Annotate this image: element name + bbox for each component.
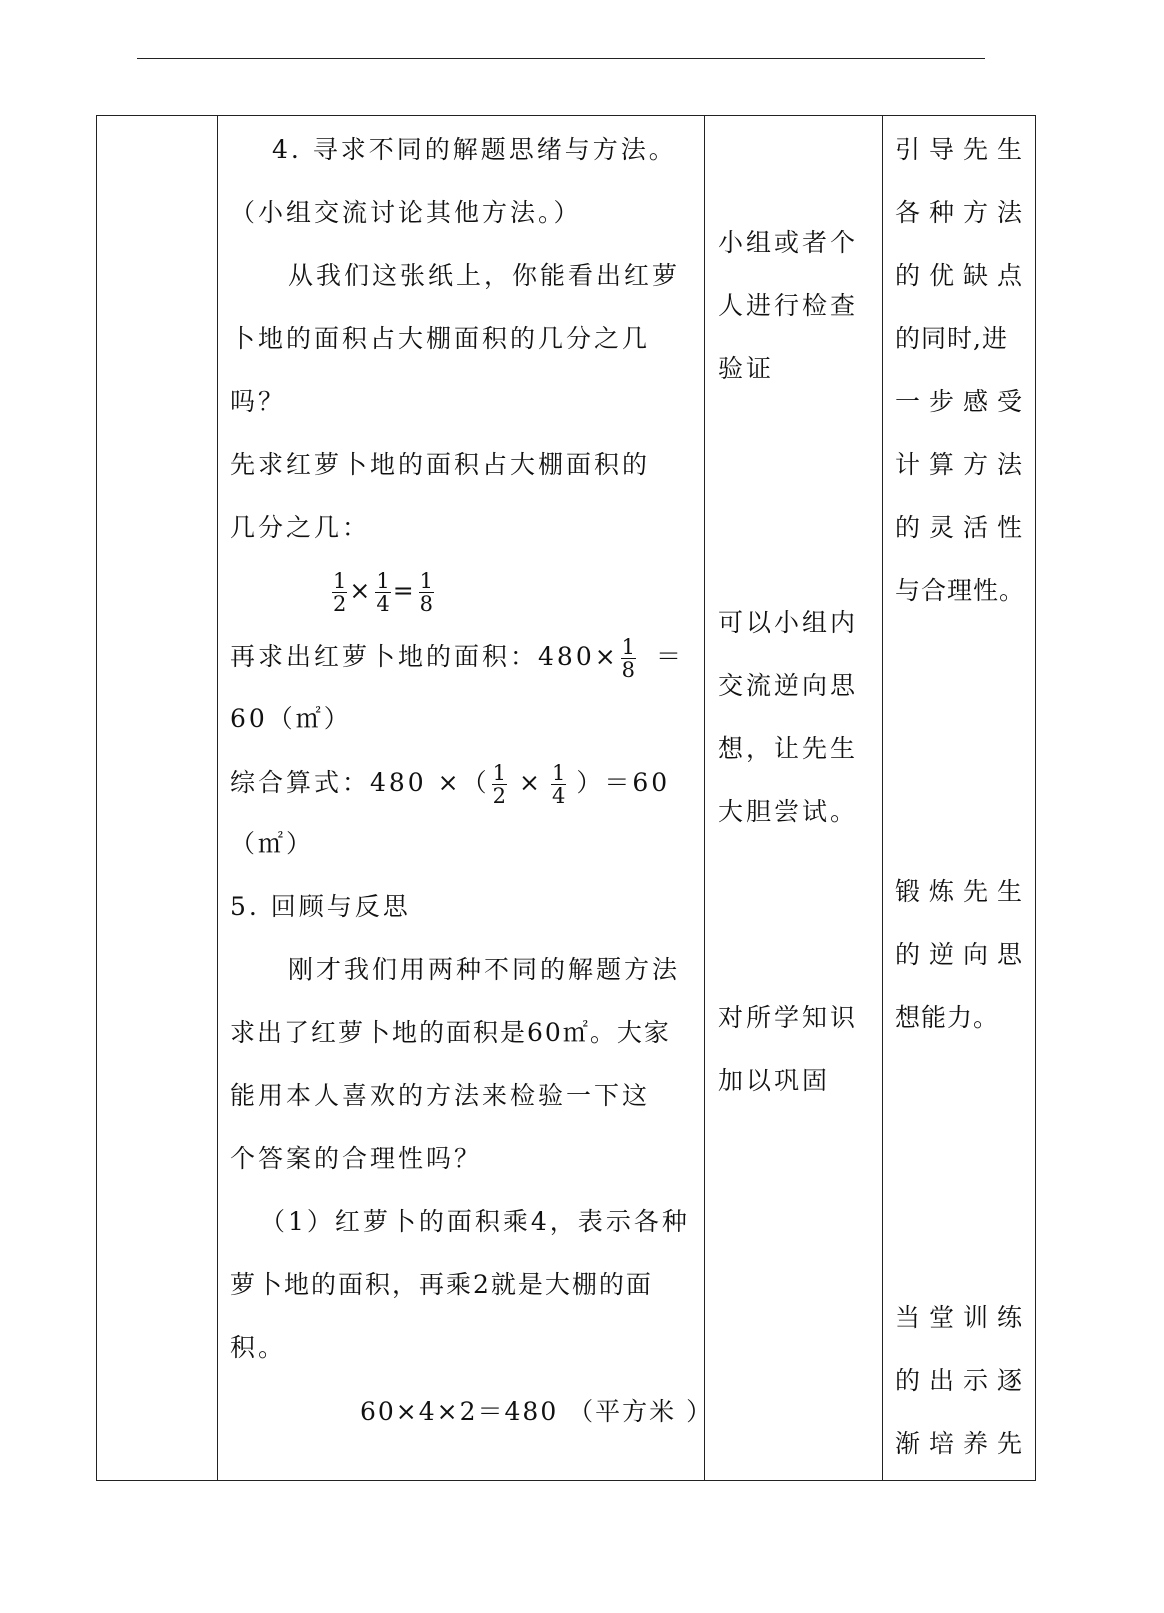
intent-line-a2: 各种方法 (895, 198, 1032, 227)
intent-line-a6: 计算方法 (895, 450, 1032, 479)
column-divider-1 (217, 116, 218, 1480)
teaching-line-11: （㎡） (230, 829, 315, 858)
student-line-c2: 加以巩固 (718, 1066, 831, 1095)
teaching-line-18: 萝卜地的面积，再乘2就是大棚的面 (230, 1270, 653, 1299)
column-divider-2 (704, 116, 705, 1480)
student-line-b3: 想，让先生 (718, 734, 859, 763)
teaching-line-16: 个答案的合理性吗？ (230, 1144, 483, 1173)
intent-line-b2: 的逆向思 (895, 940, 1032, 969)
student-line-a1: 小组或者个 (718, 228, 859, 257)
equals-sign: = (392, 576, 417, 605)
teaching-line-6: 先求红萝卜地的面积占大棚面积的 (230, 450, 651, 479)
intent-line-b1: 锻炼先生 (895, 877, 1032, 906)
teaching-line-15: 能用本人喜欢的方法来检验一下这 (230, 1081, 651, 1110)
teaching-line-3: 从我们这张纸上，你能看出红萝 (288, 261, 681, 290)
teaching-line-14: 求出了红萝卜地的面积是60㎡。大家 (230, 1018, 671, 1047)
teaching-line-17: （1）红萝卜的面积乘4，表示各种 (260, 1207, 690, 1236)
student-line-c1: 对所学知识 (718, 1003, 859, 1032)
student-line-b2: 交流逆向思 (718, 671, 859, 700)
header-rule (137, 58, 985, 59)
teaching-line-8: 再求出红萝卜地的面积：480× $\frac{1}{8}$ ＝ (230, 635, 685, 682)
fraction-quarter-2: $\frac{1}{4}$ (551, 761, 566, 808)
teaching-line-19: 积。 (230, 1333, 287, 1362)
teaching-line-1: 4. 寻求不同的解题思绪与方法。 (272, 135, 677, 164)
multiply-sign: × (349, 576, 374, 605)
student-line-a3: 验证 (718, 354, 775, 383)
intent-line-a1: 引导先生 (895, 135, 1032, 164)
student-line-b1: 可以小组内 (718, 608, 859, 637)
intent-line-a3: 的优缺点 (895, 261, 1032, 290)
teaching-line-5: 吗？ (230, 387, 287, 416)
teaching-line-9: 60（㎡） (230, 704, 352, 733)
intent-line-b3: 想能力。 (895, 1003, 1000, 1032)
teaching-line-7: 几分之几： (230, 513, 371, 542)
fraction-half-2: $\frac{1}{2}$ (492, 761, 506, 808)
fraction-eighth-2: $\frac{1}{8}$ (621, 635, 636, 682)
intent-line-c3: 渐培养先 (895, 1429, 1032, 1458)
fraction-quarter: $\frac{1}{4}$ (376, 569, 390, 616)
intent-line-c1: 当堂训练 (895, 1303, 1032, 1332)
column-divider-3 (882, 116, 883, 1480)
student-line-a2: 人进行检查 (718, 291, 859, 320)
fraction-equation (330, 570, 436, 615)
intent-line-a7: 的灵活性 (895, 513, 1032, 542)
teaching-line-13: 刚才我们用两种不同的解题方法 (288, 955, 681, 984)
intent-line-a8: 与合理性。 (895, 576, 1026, 605)
teaching-line-10: 综合算式：480 ×（ $\frac{1}{2}$ × $\frac{1}{4}$ ）＝60 (230, 761, 671, 808)
teaching-line-12: 5. 回顾与反思 (230, 892, 411, 921)
intent-line-a5: 一步感受 (895, 387, 1032, 416)
intent-line-c2: 的出示逐 (895, 1366, 1032, 1395)
teaching-line-4: 卜地的面积占大棚面积的几分之几 (230, 324, 651, 353)
fraction-eighth: $\frac{1}{8}$ (419, 569, 434, 616)
teaching-line-2: （小组交流讨论其他方法。） (230, 198, 582, 227)
student-line-b4: 大胆尝试。 (718, 797, 859, 826)
teaching-line-20: 60×4×2＝480 （平方米 ） (360, 1397, 714, 1426)
fraction-half: $\frac{1}{2}$ (333, 569, 347, 616)
intent-line-a4: 的同时,进 (895, 324, 1008, 353)
